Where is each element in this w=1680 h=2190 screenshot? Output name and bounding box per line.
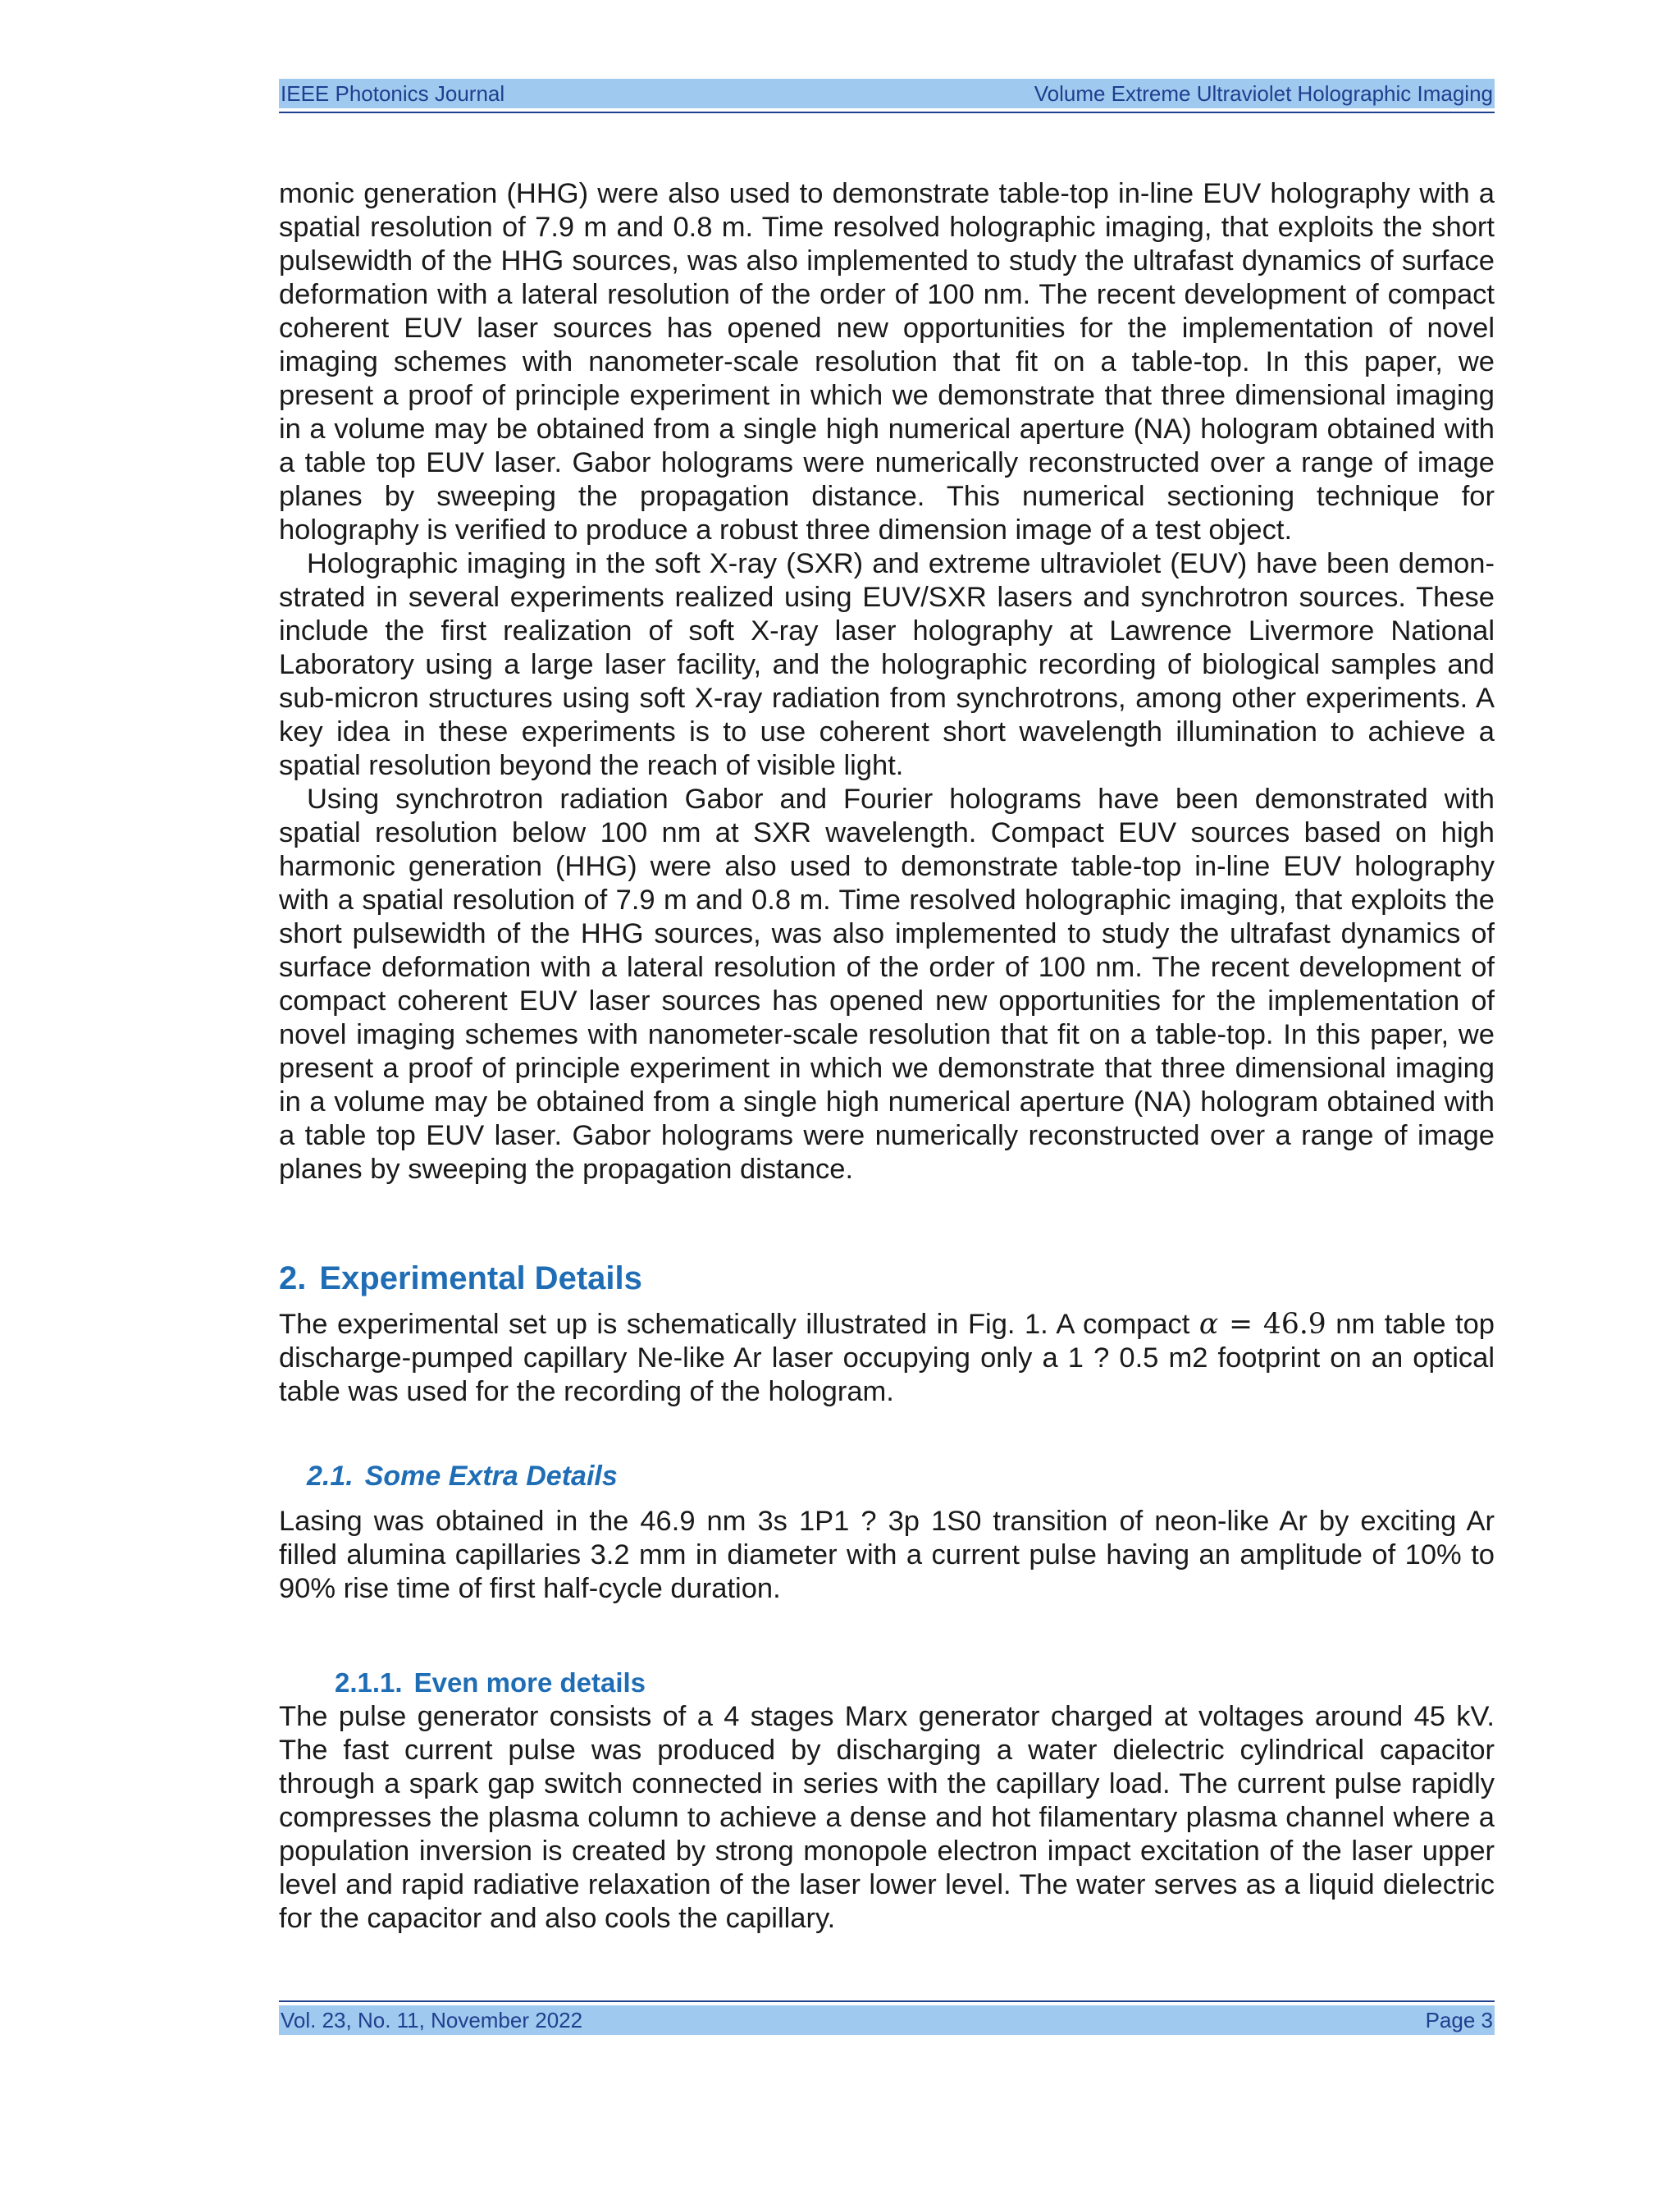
running-footer (279, 2005, 1495, 2035)
subsubsection-heading (335, 1667, 646, 1699)
subsubsection-title: Even more details (413, 1667, 646, 1698)
subsection-title: Some Extra Details (364, 1461, 618, 1492)
running-title: Volume Extreme Ultraviolet Holographic Imaging (1034, 81, 1493, 106)
paragraph-text: nm table top discharge-pumped capillary Ne-like Ar laser occupying only a 1 ? 0.5 m2 footprint on an optical table was used for the recording of the hologram. (279, 1309, 1495, 1407)
paragraph: The pulse generator consists of a 4 stages Marx generator charged at voltages around 45 kV. The fast current pulse was produced by discharging a water dielectric cylindrical capacitor through a spark gap switch connected in series with the capillary load. The current pulse rapidly compresses the plasma column to achieve a dense and hot filamentary plasma channel where a population inversion is created by strong monopole electron impact excitation of the laser upper level and rapid radiative relaxation of the laser lower level. The water serves as a liquid dielectric for the capacitor and also cools the capillary. (279, 1701, 1495, 1934)
intro-body (279, 177, 1495, 1186)
paragraph: Lasing was obtained in the 46.9 nm 3s 1P1 ? 3p 1S0 transition of neon-like Ar by exciting Ar filled alumina capillaries 3.2 mm in diameter with a current pulse having an amplitude of 10% to 90% rise time of first half-cycle duration. (279, 1506, 1495, 1604)
math-value: = 46.9 (1218, 1308, 1326, 1341)
section-body (279, 1308, 1495, 1409)
journal-name: IEEE Photonics Journal (281, 81, 505, 106)
subsubsection-number: 2.1.1. (335, 1667, 403, 1698)
subsubsection-body (279, 1700, 1495, 1936)
math-expression (1199, 1308, 1326, 1341)
paragraph (279, 1308, 1495, 1409)
subsection-body (279, 1505, 1495, 1606)
paragraph: monic generation (HHG) were also used to demonstrate table-top in-line EUV holography with a spatial resolution of 7.9 m and 0.8 m. Time resolved holographic imaging, that exploits the short pulsewidth of the HHG sources, was also implemented to study the ultrafast dynamics of surface deformation with a lateral resolution of the order of 100 nm. The recent development of compact coherent EUV laser sources has opened new opportunities for the implementation of novel imaging schemes with nanometer-scale resolution that fit on a table-top. In this paper, we present a proof of principle experiment in which we demonstrate that three dimensional imaging in a volume may be obtained from a single high numerical aperture (NA) hologram obtained with a table top EUV laser. Gabor holograms were numerically reconstructed over a range of image planes by sweeping the propagation distance. This numerical sectioning technique for holography is verified to produce a robust three dimension image of a test object. (279, 178, 1495, 546)
footer-rule (279, 2000, 1495, 2002)
section-title: Experimental Details (319, 1260, 642, 1296)
header-rule (279, 112, 1495, 113)
running-header (279, 79, 1495, 108)
volume-info: Vol. 23, No. 11, November 2022 (281, 2008, 583, 2032)
section-number: 2. (279, 1260, 307, 1296)
subsection-number: 2.1. (307, 1461, 354, 1492)
paragraph: Holographic imaging in the soft X-ray (SXR) and extreme ultraviolet (EUV) have been demonstrated in several experiments realized using EUV/SXR lasers and synchrotron sources. These include the first realization of soft X-ray laser holography at Lawrence Livermore National Laboratory using a large laser facility, and the holographic recording of biological samples and sub-micron structures using soft X-ray radiation from synchrotrons, among other experiments. A key idea in these experiments is to use coherent short wavelength illumination to achieve a spatial resolution beyond the reach of visible light. (279, 548, 1495, 781)
math-symbol: α (1198, 1308, 1219, 1341)
paragraph-text: The experimental set up is schematically illustrated in Fig. 1. A compact (279, 1309, 1199, 1340)
page-number: Page 3 (1425, 2008, 1493, 2032)
paragraph: Using synchrotron radiation Gabor and Fourier holograms have been demonstrated with spatial resolution below 100 nm at SXR wavelength. Compact EUV sources based on high harmonic generation (HHG) were also used to demonstrate table-top in-line EUV holography with a spatial resolution of 7.9 m and 0.8 m. Time resolved holographic imaging, that exploits the short pulsewidth of the HHG sources, was also implemented to study the ultrafast dynamics of surface deformation with a lateral resolution of the order of 100 nm. The recent development of compact coherent EUV laser sources has opened new opportunities for the implementation of novel imaging schemes with nanometer-scale resolution that fit on a table-top. In this paper, we present a proof of principle experiment in which we demonstrate that three dimensional imaging in a volume may be obtained from a single high numerical aperture (NA) hologram obtained with a table top EUV laser. Gabor holograms were numerically reconstructed over a range of image planes by sweeping the propagation distance. (279, 784, 1495, 1185)
subsection-heading (307, 1461, 618, 1493)
section-heading (279, 1260, 642, 1297)
